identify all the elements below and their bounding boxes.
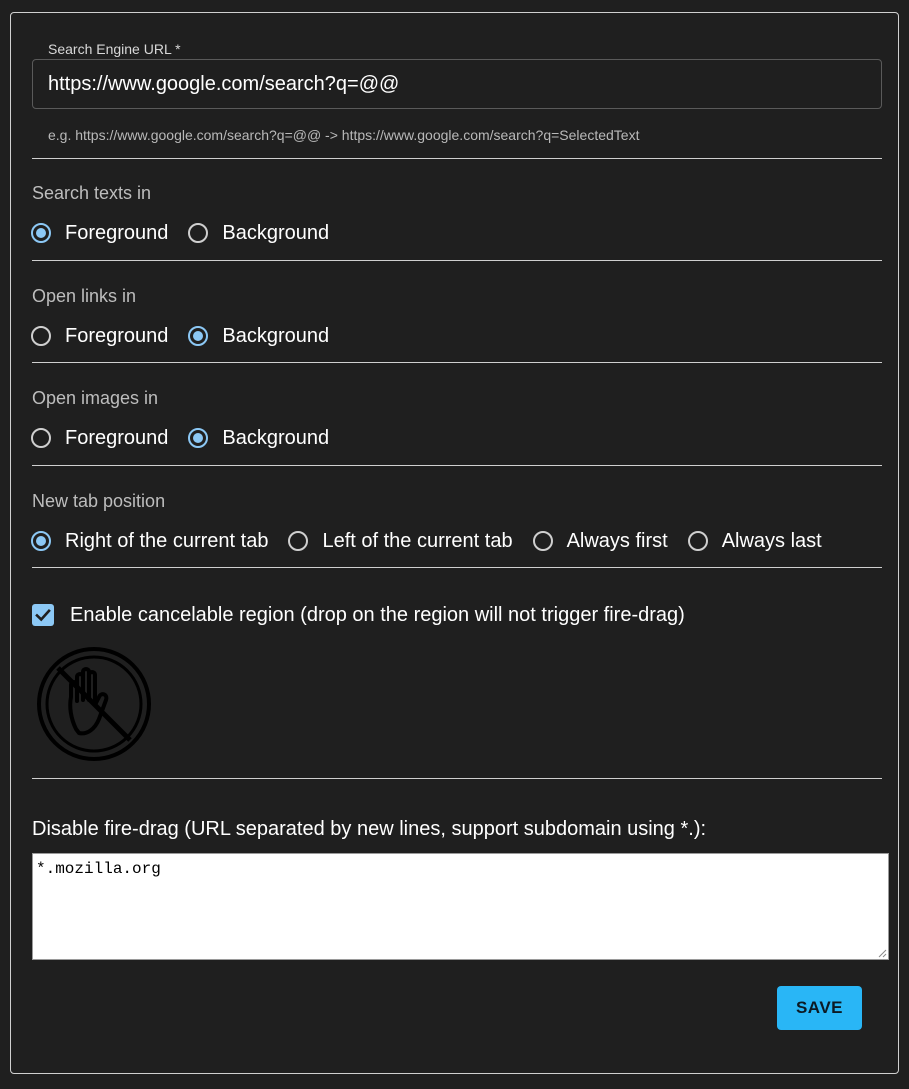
search-engine-url-field[interactable]: [32, 59, 882, 109]
open-images-radio-group: [31, 426, 349, 450]
radio-label: Always last: [721, 530, 822, 552]
radio-label: Left of the current tab: [322, 530, 513, 552]
new-tab-position-radio-group: [31, 529, 842, 553]
search-texts-option-background[interactable]: [188, 221, 329, 245]
checkmark-icon: [34, 606, 52, 624]
cancelable-region-option[interactable]: [32, 603, 685, 627]
radio-label: Foreground: [65, 222, 169, 244]
resize-grip-icon[interactable]: [877, 948, 887, 958]
search-texts-radio-group: [31, 221, 349, 245]
open-links-label: Open links in: [32, 286, 137, 306]
search-engine-url-label: Search Engine URL *: [42, 40, 187, 58]
open-links-radio-group: [31, 324, 349, 348]
radio-icon[interactable]: [31, 428, 51, 448]
divider: [32, 567, 882, 568]
save-button[interactable]: SAVE: [777, 986, 862, 1030]
radio-icon[interactable]: [31, 531, 51, 551]
radio-label: Foreground: [65, 427, 169, 449]
divider: [32, 465, 882, 466]
radio-label: Foreground: [65, 325, 169, 347]
radio-label: Right of the current tab: [65, 530, 269, 552]
new-tab-position-label: New tab position: [32, 491, 166, 511]
settings-panel: [10, 12, 899, 1074]
open-links-option-foreground[interactable]: [31, 324, 168, 348]
search-engine-url-hint: e.g. https://www.google.com/search?q=@@ -> https://www.google.com/search?q=SelectedText: [48, 127, 640, 143]
new-tab-option-left[interactable]: [288, 529, 512, 553]
disable-fire-drag-textarea[interactable]: [32, 853, 889, 960]
open-images-label: Open images in: [32, 388, 159, 408]
new-tab-option-right[interactable]: [31, 529, 268, 553]
open-links-option-background[interactable]: [188, 324, 329, 348]
cancelable-region-label: Enable cancelable region (drop on the region will not trigger fire-drag): [70, 604, 685, 626]
new-tab-option-last[interactable]: [688, 529, 822, 553]
open-images-option-background[interactable]: [188, 426, 329, 450]
radio-label: Background: [222, 427, 330, 449]
divider: [32, 260, 882, 261]
radio-icon[interactable]: [188, 326, 208, 346]
search-texts-option-foreground[interactable]: [31, 221, 168, 245]
radio-label: Background: [222, 325, 330, 347]
radio-icon[interactable]: [188, 223, 208, 243]
radio-label: Always first: [566, 530, 668, 552]
radio-icon[interactable]: [31, 223, 51, 243]
divider: [32, 158, 882, 159]
radio-label: Background: [222, 222, 330, 244]
radio-icon[interactable]: [288, 531, 308, 551]
radio-icon[interactable]: [533, 531, 553, 551]
checkbox-checked-icon[interactable]: [32, 604, 54, 626]
disable-fire-drag-label: Disable fire-drag (URL separated by new lines, support subdomain using *.):: [32, 818, 707, 840]
search-engine-url-input[interactable]: [48, 72, 868, 96]
radio-icon[interactable]: [31, 326, 51, 346]
radio-icon[interactable]: [688, 531, 708, 551]
divider: [32, 362, 882, 363]
radio-icon[interactable]: [188, 428, 208, 448]
search-texts-label: Search texts in: [32, 183, 152, 203]
no-hand-icon: [35, 645, 153, 768]
open-images-option-foreground[interactable]: [31, 426, 168, 450]
new-tab-option-first[interactable]: [533, 529, 668, 553]
divider: [32, 778, 882, 779]
